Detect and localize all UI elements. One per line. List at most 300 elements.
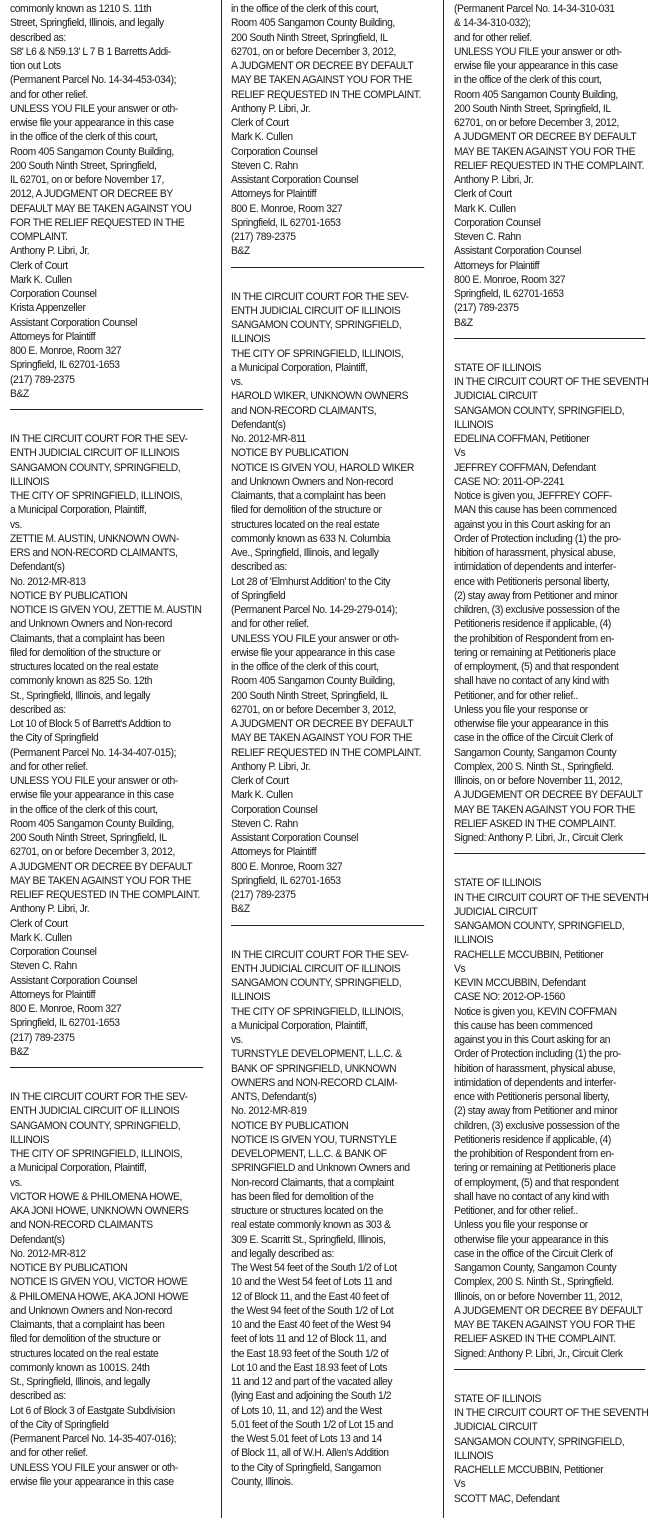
notice-line: Lot 28 of 'Elmhurst Addition' to the City: [231, 575, 391, 588]
notice-line: S8' L6 & N59.13' L 7 B 1 Barretts Addi-: [10, 45, 171, 58]
notice-line: otherwise file your appearance in this: [454, 718, 609, 730]
notice-line: JUDICIAL CIRCUIT: [454, 390, 538, 403]
notice-line: 800 E. Monroe, Room 327: [10, 1003, 122, 1015]
notice-line: and for other relief.: [231, 618, 309, 631]
notice-line: 800 E. Monroe, Room 327: [231, 860, 343, 873]
column-rule: [443, 0, 444, 1518]
notice-line: and for other relief.: [10, 760, 88, 773]
notice-line: 200 South Ninth Street, Springfield, IL: [454, 102, 611, 115]
notice-line: Springfield, IL 62701-1653: [10, 1017, 120, 1030]
notice-line: STATE OF ILLINOIS: [454, 1392, 541, 1405]
notice-line: STATE OF ILLINOIS: [454, 877, 541, 890]
notice-separator: [454, 1369, 645, 1370]
notice-separator: [454, 338, 645, 339]
notice-line: Defendant(s): [10, 561, 65, 574]
notice-line: (217) 789-2375: [454, 302, 519, 315]
notice-line: hibition of harassment, physical abuse,: [454, 547, 616, 559]
notice-line: Clerk of Court: [10, 259, 68, 272]
notice-line: BANK OF SPRINGFIELD, UNKNOWN: [231, 1062, 397, 1075]
notice-line: SANGAMON COUNTY, SPRINGFIELD,: [454, 920, 625, 932]
notice-line: a Municipal Corporation, Plaintiff,: [10, 1162, 147, 1175]
legal-notice: [231, 948, 424, 1490]
notice-line: (217) 789-2375: [231, 231, 296, 243]
notice-line: Clerk of Court: [231, 775, 289, 787]
notice-line: RELIEF REQUESTED IN THE COMPLAINT.: [10, 889, 200, 901]
notice-line: The West 54 feet of the South 1/2 of Lot: [231, 1262, 397, 1274]
notice-line: in the office of the clerk of this court,: [10, 803, 158, 816]
notice-line: structures located on the real estate: [10, 1347, 159, 1360]
notice-line: Corporation Counsel: [231, 145, 318, 158]
notice-line: UNLESS YOU FILE your answer or oth-: [10, 102, 178, 115]
notice-line: the prohibition of Respondent from en-: [454, 1148, 614, 1160]
notice-line: JUDICIAL CIRCUIT: [454, 905, 538, 918]
notice-line: Corporation Counsel: [10, 288, 97, 300]
notice-line: and NON-RECORD CLAIMANTS: [10, 1219, 153, 1232]
notice-line: NOTICE BY PUBLICATION: [10, 589, 128, 602]
notice-line: Mark K. Cullen: [10, 931, 72, 944]
notice-line: ENTH JUDICIAL CIRCUIT OF ILLINOIS: [10, 1105, 180, 1118]
notice-line: tering or remaining at Petitioneris place: [454, 646, 616, 659]
legal-notice: [10, 1090, 203, 1489]
notice-line: Defendant(s): [10, 1233, 65, 1246]
notice-line: structure or structures located on the: [231, 1205, 383, 1217]
notice-line: and legally described as:: [231, 1247, 334, 1260]
notice-line: Corporation Counsel: [454, 216, 541, 229]
notice-line: B&Z: [231, 245, 250, 258]
notice-line: 200 South Ninth Street, Springfield, IL: [231, 31, 388, 44]
notice-line: 62701, on or before December 3, 2012,: [231, 45, 396, 58]
notice-line: IN THE CIRCUIT COURT FOR THE SEV-: [231, 948, 409, 961]
notice-line: Anthony P. Libri, Jr.: [10, 245, 90, 258]
notice-line: SANGAMON COUNTY, SPRINGFIELD,: [231, 977, 402, 989]
notice-line: UNLESS YOU FILE your answer or oth-: [454, 45, 622, 58]
notice-line: vs.: [231, 1034, 243, 1046]
notice-line: SPRINGFIELD and Unknown Owners and: [231, 1162, 410, 1175]
notice-line: THE CITY OF SPRINGFIELD, ILLINOIS,: [231, 347, 404, 360]
notice-line: Attorneys for Plaintiff: [231, 188, 317, 201]
notice-line: filed for demolition of the structure or: [10, 1333, 161, 1346]
notice-line: Attorneys for Plaintiff: [10, 330, 96, 343]
notice-line: A JUDGEMENT OR DECREE BY DEFAULT: [454, 1304, 643, 1317]
notice-line: erwise file your appearance in this case: [454, 60, 618, 72]
notice-line: Sangamon County, Sangamon County: [454, 1262, 617, 1274]
notice-line: vs.: [231, 376, 243, 388]
notice-line: 2012, A JUDGMENT OR DECREE BY: [10, 188, 173, 201]
notice-line: tering or remaining at Petitioneris place: [454, 1162, 616, 1175]
notice-line: erwise file your appearance in this case: [231, 646, 395, 659]
legal-notice: [10, 432, 203, 1059]
notice-line: Room 405 Sangamon County Building,: [231, 675, 395, 688]
notice-line: NOTICE BY PUBLICATION: [231, 1119, 349, 1132]
notice-line: ILLINOIS: [454, 934, 494, 947]
notice-line: St., Springfield, Illinois, and legally: [10, 689, 151, 702]
notice-line: Petitioneris residence if applicable, (4): [454, 618, 611, 631]
notice-line: SANGAMON COUNTY, SPRINGFIELD,: [231, 319, 402, 331]
notice-line: ENTH JUDICIAL CIRCUIT OF ILLINOIS: [231, 962, 401, 975]
notice-line: Unless you file your response or: [454, 703, 588, 716]
notice-line: ERS and NON-RECORD CLAIMANTS,: [10, 547, 178, 559]
notice-line: Springfield, IL 62701-1653: [231, 874, 341, 887]
notice-line: 200 South Ninth Street, Springfield,: [10, 159, 157, 172]
notice-line: & PHILOMENA HOWE, AKA JONI HOWE: [10, 1290, 189, 1303]
notice-line: A JUDGMENT OR DECREE BY DEFAULT: [454, 131, 637, 144]
notice-line: Springfield, IL 62701-1653: [10, 359, 120, 372]
notice-line: MAY BE TAKEN AGAINST YOU FOR THE: [231, 74, 413, 87]
notice-line: MAN this cause has been commenced: [454, 504, 617, 517]
notice-line: filed for demolition of the structure or: [231, 504, 382, 517]
notice-line: 200 South Ninth Street, Springfield, IL: [10, 832, 167, 844]
notice-line: THE CITY OF SPRINGFIELD, ILLINOIS,: [231, 1005, 404, 1018]
notice-line: the West 5.01 feet of Lots 13 and 14: [231, 1433, 382, 1445]
notice-line: in the office of the clerk of this court,: [231, 661, 379, 673]
notice-line: 10 and the West 54 feet of Lots 11 and: [231, 1276, 392, 1289]
notice-line: CASE NO: 2012-OP-1560: [454, 991, 565, 1004]
notice-line: CASE NO: 2011-OP-2241: [454, 475, 565, 488]
notice-line: ILLINOIS: [10, 475, 50, 488]
notice-line: 200 South Ninth Street, Springfield, IL: [231, 689, 388, 702]
notice-line: the prohibition of Respondent from en-: [454, 632, 614, 645]
notice-line: EDELINA COFFMAN, Petitioner: [454, 433, 590, 445]
notice-line: 800 E. Monroe, Room 327: [454, 273, 566, 286]
notice-line: a Municipal Corporation, Plaintiff,: [231, 361, 368, 374]
legal-notice: [454, 1392, 649, 1506]
notice-line: (2) stay away from Petitioner and minor: [454, 589, 618, 602]
notice-line: No. 2012-MR-812: [10, 1247, 86, 1260]
notice-line: 11 and 12 and part of the vacated alley: [231, 1376, 393, 1388]
notice-line: Signed: Anthony P. Libri, Jr., Circuit Clerk: [454, 1347, 623, 1360]
notice-line: Steven C. Rahn: [454, 231, 521, 243]
notice-line: children, (3) exclusive possession of the: [454, 1119, 620, 1132]
notice-line: and Unknown Owners and Non-record: [10, 1304, 172, 1317]
notice-line: A JUDGMENT OR DECREE BY DEFAULT: [231, 60, 414, 72]
notice-line: Clerk of Court: [454, 188, 512, 201]
notice-line: and NON-RECORD CLAIMANTS,: [231, 404, 377, 417]
notice-line: vs.: [10, 518, 22, 531]
notice-line: described as:: [10, 703, 66, 716]
notice-line: Springfield, IL 62701-1653: [231, 216, 341, 229]
notice-line: real estate commonly known as 303 &: [231, 1219, 391, 1232]
notice-line: described as:: [10, 31, 66, 44]
notice-line: Mark K. Cullen: [10, 273, 72, 286]
notice-line: Mark K. Cullen: [231, 131, 293, 144]
notice-line: feet of lots 11 and 12 of Block 11, and: [231, 1333, 387, 1346]
notice-line: Lot 6 of Block 3 of Eastgate Subdivision: [10, 1404, 175, 1417]
notice-line: Room 405 Sangamon County Building,: [10, 145, 174, 158]
notice-line: intimidation of dependents and interfer-: [454, 1076, 616, 1089]
notice-line: UNLESS YOU FILE your answer or oth-: [10, 775, 178, 787]
notice-line: hibition of harassment, physical abuse,: [454, 1062, 616, 1075]
notice-line: Illinois, on or before November 11, 2012,: [454, 1290, 623, 1303]
notice-line: Defendant(s): [231, 418, 286, 431]
notice-line: described as:: [10, 1390, 66, 1403]
notice-line: B&Z: [231, 903, 250, 916]
notice-line: ENTH JUDICIAL CIRCUIT OF ILLINOIS: [10, 447, 180, 460]
notice-line: Claimants, that a complaint has been: [231, 490, 386, 502]
notice-line: commonly known as 1001S. 24th: [10, 1361, 150, 1374]
notice-line: NOTICE IS GIVEN YOU, ZETTIE M. AUSTIN: [10, 604, 202, 616]
notice-line: Vs: [454, 962, 466, 975]
notice-line: Order of Protection including (1) the pro-: [454, 532, 621, 545]
notice-line: IN THE CIRCUIT COURT FOR THE SEV-: [10, 433, 188, 445]
legal-notice: [231, 290, 424, 917]
notice-line: B&Z: [10, 1045, 29, 1058]
notice-line: (lying East and adjoining the South 1/2: [231, 1390, 392, 1403]
notice-line: (Permanent Parcel No. 14-29-279-014);: [231, 604, 398, 616]
notice-line: a Municipal Corporation, Plaintiff,: [231, 1019, 368, 1032]
notice-separator: [231, 925, 424, 926]
notice-line: the West 94 feet of the South 1/2 of Lot: [231, 1304, 394, 1317]
notice-line: Vs: [454, 1478, 466, 1491]
notice-line: Petitioneris residence if applicable, (4): [454, 1133, 611, 1146]
notice-line: ILLINOIS: [231, 333, 271, 346]
notice-line: JUDICIAL CIRCUIT: [454, 1421, 538, 1434]
notice-line: (217) 789-2375: [231, 889, 296, 901]
notice-line: County, Illinois.: [231, 1475, 293, 1488]
notice-line: commonly known as 1210 S. 11th: [10, 3, 152, 15]
notice-line: B&Z: [10, 387, 29, 400]
notice-line: A JUDGEMENT OR DECREE BY DEFAULT: [454, 789, 643, 802]
notice-line: Anthony P. Libri, Jr.: [231, 760, 311, 773]
notice-separator: [10, 409, 203, 410]
notice-line: described as:: [231, 561, 287, 574]
notice-line: DEVELOPMENT, L.L.C. & BANK OF: [231, 1148, 387, 1160]
notice-line: RACHELLE MCCUBBIN, Petitioner: [454, 1464, 604, 1476]
notice-line: Assistant Corporation Counsel: [10, 316, 138, 329]
notice-line: Petitioner, and for other relief..: [454, 689, 578, 702]
notice-line: NOTICE BY PUBLICATION: [231, 447, 349, 460]
notice-line: of the City of Springfield: [10, 1418, 109, 1431]
notice-line: and for other relief.: [10, 88, 88, 101]
notice-line: Unless you file your response or: [454, 1219, 588, 1232]
legal-notice: [10, 2, 203, 401]
notice-line: erwise file your appearance in this case: [10, 789, 174, 802]
notice-line: ILLINOIS: [10, 1133, 50, 1146]
notice-line: KEVIN MCCUBBIN, Defendant: [454, 977, 586, 989]
notice-line: DEFAULT MAY BE TAKEN AGAINST YOU: [10, 202, 192, 215]
notice-line: 12 of Block 11, and the East 40 feet of: [231, 1290, 389, 1303]
notice-line: shall have no contact of any kind with: [454, 675, 609, 688]
notice-line: No. 2012-MR-811: [231, 433, 306, 445]
notice-line: OWNERS and NON-RECORD CLAIM-: [231, 1076, 398, 1089]
notice-line: ILLINOIS: [454, 1449, 494, 1462]
notice-line: Complex, 200 S. Ninth St., Springfield.: [454, 1276, 614, 1289]
notice-line: and Unknown Owners and Non-record: [231, 475, 393, 488]
notice-line: HAROLD WIKER, UNKNOWN OWNERS: [231, 390, 409, 403]
notice-line: SANGAMON COUNTY, SPRINGFIELD,: [10, 1119, 181, 1132]
notice-line: in the office of the clerk of this court,: [231, 3, 379, 15]
notice-line: the East 18.93 feet of the South 1/2 of: [231, 1347, 389, 1360]
notice-line: (2) stay away from Petitioner and minor: [454, 1105, 618, 1118]
notice-line: RACHELLE MCCUBBIN, Petitioner: [454, 948, 604, 961]
notice-line: RELIEF ASKED IN THE COMPLAINT.: [454, 1333, 616, 1346]
notice-line: erwise file your appearance in this case: [10, 117, 174, 129]
notice-line: Krista Appenzeller: [10, 302, 86, 315]
notice-line: Corporation Counsel: [231, 803, 318, 816]
notice-line: Assistant Corporation Counsel: [231, 832, 359, 844]
notice-line: shall have no contact of any kind with: [454, 1190, 609, 1203]
notice-line: this cause has been commenced: [454, 1019, 593, 1032]
notice-line: IN THE CIRCUIT COURT FOR THE SEV-: [231, 290, 409, 303]
notice-line: ence with Petitioneris personal liberty,: [454, 1091, 610, 1103]
notice-line: St., Springfield, Illinois, and legally: [10, 1376, 151, 1388]
notice-line: VICTOR HOWE & PHILOMENA HOWE,: [10, 1190, 182, 1203]
notice-line: Steven C. Rahn: [231, 159, 298, 172]
notice-line: intimidation of dependents and interfer-: [454, 561, 616, 574]
notice-line: Attorneys for Plaintiff: [454, 259, 540, 272]
notice-line: Assistant Corporation Counsel: [454, 245, 582, 258]
notice-line: to the City of Springfield, Sangamon: [231, 1461, 381, 1474]
notice-line: COMPLAINT.: [10, 231, 68, 243]
notice-line: MAY BE TAKEN AGAINST YOU FOR THE: [454, 803, 636, 816]
legal-notices-column-1: [10, 2, 203, 1489]
notice-line: Attorneys for Plaintiff: [231, 846, 317, 859]
notice-line: THE CITY OF SPRINGFIELD, ILLINOIS,: [10, 1148, 183, 1160]
notice-line: 10 and the East 40 feet of the West 94: [231, 1319, 391, 1331]
notice-line: Order of Protection including (1) the pro-: [454, 1048, 621, 1061]
notice-line: 800 E. Monroe, Room 327: [231, 202, 343, 215]
notice-line: 62701, on or before December 3, 2012,: [454, 117, 619, 129]
notice-separator: [454, 853, 645, 854]
column-rule: [221, 0, 222, 1518]
notice-line: SANGAMON COUNTY, SPRINGFIELD,: [454, 404, 625, 417]
notice-line: & 14-34-310-032);: [454, 17, 531, 30]
notice-line: (Permanent Parcel No. 14-34-407-015);: [10, 746, 177, 759]
notice-line: Illinois, on or before November 11, 2012,: [454, 775, 623, 787]
notice-line: 62701, on or before December 3, 2012,: [10, 846, 175, 859]
notice-line: (217) 789-2375: [10, 373, 75, 386]
notice-line: tion out Lots: [10, 60, 61, 72]
notice-line: structures located on the real estate: [10, 661, 159, 673]
notice-line: against you in this Court asking for an: [454, 1034, 611, 1046]
notice-line: Complex, 200 S. Ninth St., Springfield.: [454, 760, 614, 773]
notice-line: has been filed for demolition of the: [231, 1190, 374, 1203]
notice-line: UNLESS YOU FILE your answer or oth-: [231, 632, 399, 645]
notice-line: Vs: [454, 447, 466, 460]
notice-line: MAY BE TAKEN AGAINST YOU FOR THE: [454, 145, 636, 158]
notice-line: (Permanent Parcel No. 14-35-407-016);: [10, 1433, 177, 1445]
notice-line: ZETTIE M. AUSTIN, UNKNOWN OWN-: [10, 532, 179, 545]
notice-line: Claimants, that a complaint has been: [10, 632, 165, 645]
notice-line: Steven C. Rahn: [10, 960, 77, 973]
notice-line: Ave., Springfield, Illinois, and legally: [231, 547, 379, 559]
notice-line: Signed: Anthony P. Libri, Jr., Circuit Clerk: [454, 832, 623, 844]
notice-line: NOTICE IS GIVEN YOU, TURNSTYLE: [231, 1133, 397, 1146]
notice-line: IL 62701, on or before November 17,: [10, 174, 164, 186]
notice-line: ence with Petitioneris personal liberty,: [454, 575, 610, 588]
notice-line: case in the office of the Circuit Clerk of: [454, 732, 613, 745]
notice-line: Corporation Counsel: [10, 946, 97, 958]
notice-line: children, (3) exclusive possession of the: [454, 604, 620, 616]
notice-line: ENTH JUDICIAL CIRCUIT OF ILLINOIS: [231, 304, 401, 317]
notice-line: UNLESS YOU FILE your answer or oth-: [10, 1461, 178, 1474]
notice-line: JEFFREY COFFMAN, Defendant: [454, 461, 596, 474]
notice-line: A JUDGMENT OR DECREE BY DEFAULT: [10, 860, 193, 873]
notice-line: Sangamon County, Sangamon County: [454, 746, 617, 759]
notice-line: MAY BE TAKEN AGAINST YOU FOR THE: [10, 874, 192, 887]
notice-line: against you in this Court asking for an: [454, 518, 611, 531]
notice-line: 5.01 feet of the South 1/2 of Lot 15 and: [231, 1418, 393, 1431]
notice-line: Clerk of Court: [10, 917, 68, 930]
notice-line: case in the office of the Circuit Clerk of: [454, 1247, 613, 1260]
notice-line: MAY BE TAKEN AGAINST YOU FOR THE: [454, 1319, 636, 1331]
notice-line: RELIEF REQUESTED IN THE COMPLAINT.: [454, 159, 644, 172]
notice-line: of employment, (5) and that respondent: [454, 1176, 619, 1189]
notice-line: Non-record Claimants, that a complaint: [231, 1176, 394, 1189]
notice-separator: [231, 267, 424, 268]
notice-line: ILLINOIS: [231, 991, 271, 1004]
notice-line: commonly known as 825 So. 12th: [10, 675, 153, 688]
notice-line: Clerk of Court: [231, 117, 289, 129]
notice-line: Lot 10 of Block 5 of Barrett's Addtion to: [10, 718, 171, 730]
notice-line: structures located on the real estate: [231, 518, 380, 531]
notice-line: Petitioner, and for other relief..: [454, 1205, 578, 1217]
notice-line: IN THE CIRCUIT COURT OF THE SEVENTH: [454, 1407, 649, 1419]
notice-line: Room 405 Sangamon County Building,: [231, 17, 395, 30]
notice-line: FOR THE RELIEF REQUESTED IN THE: [10, 216, 185, 229]
notice-line: of Lots 10, 11, and 12) and the West: [231, 1404, 382, 1417]
notice-line: No. 2012-MR-819: [231, 1105, 307, 1118]
notice-line: NOTICE BY PUBLICATION: [10, 1262, 128, 1274]
notice-line: Room 405 Sangamon County Building,: [454, 88, 618, 101]
notice-line: Lot 10 and the East 18.93 feet of Lots: [231, 1361, 387, 1374]
notice-line: TURNSTYLE DEVELOPMENT, L.L.C. &: [231, 1048, 402, 1061]
notice-line: IN THE CIRCUIT COURT FOR THE SEV-: [10, 1091, 188, 1103]
notice-line: the City of Springfield: [10, 732, 99, 745]
notice-line: Anthony P. Libri, Jr.: [454, 174, 534, 186]
notice-line: Claimants, that a complaint has been: [10, 1319, 165, 1331]
legal-notice: [454, 2, 645, 330]
notice-line: (Permanent Parcel No. 14-34-310-031: [454, 3, 615, 15]
notice-line: ANTS, Defendant(s): [231, 1091, 317, 1103]
notice-line: NOTICE IS GIVEN YOU, HAROLD WIKER: [231, 461, 414, 474]
notice-line: in the office of the clerk of this court,: [454, 74, 602, 87]
notice-line: AKA JONI HOWE, UNKNOWN OWNERS: [10, 1205, 189, 1217]
notice-line: B&Z: [454, 316, 473, 329]
notice-line: ILLINOIS: [454, 418, 494, 431]
notice-line: IN THE CIRCUIT COURT OF THE SEVENTH: [454, 891, 649, 904]
notice-separator: [10, 1067, 203, 1068]
notice-line: STATE OF ILLINOIS: [454, 361, 541, 374]
notice-line: RELIEF ASKED IN THE COMPLAINT.: [454, 817, 616, 830]
notice-line: Room 405 Sangamon County Building,: [10, 817, 174, 830]
notice-line: 62701, on or before December 3, 2012,: [231, 703, 396, 716]
notice-line: NOTICE IS GIVEN YOU, VICTOR HOWE: [10, 1276, 188, 1289]
notice-line: 800 E. Monroe, Room 327: [10, 345, 122, 357]
notice-line: Street, Springfield, Illinois, and legally: [10, 17, 164, 30]
notice-line: filed for demolition of the structure or: [10, 646, 161, 659]
notice-line: of Springfield: [231, 589, 286, 602]
notice-line: IN THE CIRCUIT COURT OF THE SEVENTH: [454, 376, 649, 388]
notice-line: Assistant Corporation Counsel: [10, 974, 138, 987]
notice-line: Anthony P. Libri, Jr.: [231, 102, 311, 115]
notice-line: erwise file your appearance in this case: [10, 1475, 174, 1488]
notice-line: in the office of the clerk of this court,: [10, 131, 158, 144]
notice-line: THE CITY OF SPRINGFIELD, ILLINOIS,: [10, 490, 183, 502]
legal-notice: [454, 361, 649, 846]
notice-line: RELIEF REQUESTED IN THE COMPLAINT.: [231, 746, 421, 759]
legal-notices-column-3: [454, 2, 649, 1506]
notice-line: SCOTT MAC, Defendant: [454, 1492, 560, 1505]
notice-line: commonly known as 633 N. Columbia: [231, 532, 391, 545]
notice-line: RELIEF REQUESTED IN THE COMPLAINT.: [231, 88, 421, 101]
notice-line: vs.: [10, 1176, 22, 1189]
legal-notice: [454, 876, 649, 1361]
notice-line: Mark K. Cullen: [454, 202, 516, 215]
legal-notice: [231, 2, 424, 259]
notice-line: Notice is given you, KEVIN COFFMAN: [454, 1005, 617, 1018]
notice-line: Notice is given you, JEFFREY COFF-: [454, 490, 612, 502]
notice-line: SANGAMON COUNTY, SPRINGFIELD,: [10, 461, 181, 474]
